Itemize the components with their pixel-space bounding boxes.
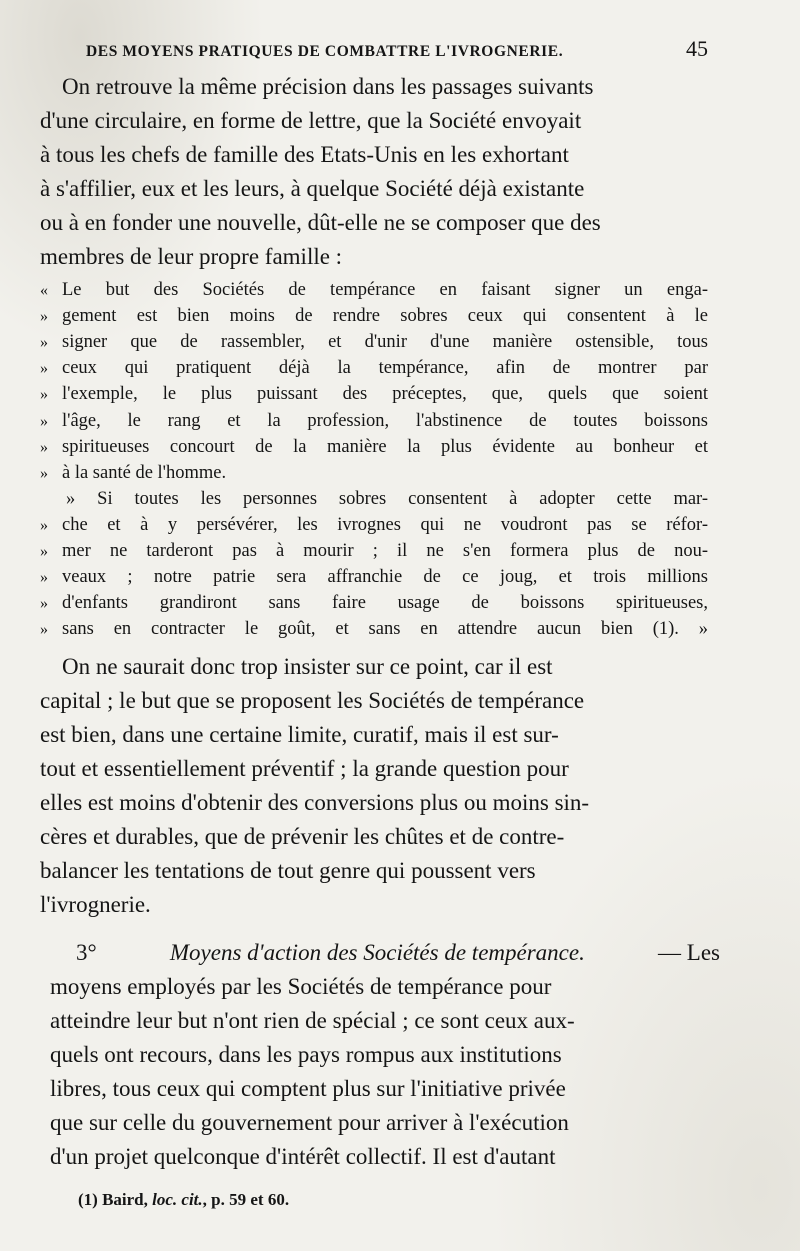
quote-line <box>40 332 708 353</box>
section-dash: — Les <box>658 940 720 965</box>
quote-text: l'âge, le rang et la profession, l'abstinence de toutes boissons <box>62 410 708 431</box>
quote-mark: » <box>40 360 48 378</box>
text-line: que sur celle du gouvernement pour arriver à l'exécution <box>50 1110 569 1135</box>
quote-text: mer ne tarderont pas à mourir ; il ne s'en formera plus de nou- <box>62 541 708 561</box>
quote-line <box>40 306 708 327</box>
text-line: capital ; le but que se proposent les Sociétés de tempérance <box>40 688 585 713</box>
quote-line <box>40 437 708 458</box>
quote-line <box>40 541 708 562</box>
footnote-rest: , p. 59 et 60. <box>202 1190 290 1209</box>
text-line: cères et durables, que de prévenir les chûtes et de contre- <box>40 824 565 849</box>
quote-mark: » <box>40 543 48 560</box>
quote-text: veaux ; notre patrie sera affranchie de ce joug, et trois millions <box>62 567 708 588</box>
quote-mark: » <box>40 569 48 587</box>
quote-text: ceux qui pratiquent déjà la tempérance, afin de montrer par <box>62 358 708 379</box>
text-line: l'ivrognerie. <box>40 892 151 917</box>
text-line: ou à en fonder une nouvelle, dût-elle ne se composer que des <box>40 210 601 235</box>
quote-text: » Si toutes les personnes sobres consentent à adopter cette mar- <box>66 488 708 509</box>
text-line: moyens employés par les Sociétés de tempérance pour <box>50 974 552 999</box>
footnote-mark: (1) Baird, <box>78 1190 148 1209</box>
text-line: libres, tous ceux qui comptent plus sur l'initiative privée <box>50 1076 566 1101</box>
quote-line <box>40 280 708 301</box>
text-line: tout et essentiellement préventif ; la grande question pour <box>40 756 569 781</box>
text-line: est bien, dans une certaine limite, curatif, mais il est sur- <box>40 722 559 747</box>
quote-mark: » <box>40 595 48 613</box>
quote-text: à la santé de l'homme. <box>62 462 227 483</box>
quote-line <box>40 384 708 405</box>
text-line: On retrouve la même précision dans les passages suivants <box>62 74 594 99</box>
quote-mark: » <box>40 412 48 430</box>
quote-text: d'enfants grandiront sans faire usage de boissons spiritueuses, <box>62 593 708 614</box>
quote-mark: » <box>40 386 48 404</box>
quote-mark: » <box>40 334 48 352</box>
quote-line <box>66 489 708 510</box>
quote-text: gement est bien moins de rendre sobres ceux qui consentent à le <box>62 306 708 327</box>
quote-text: signer que de rassembler, et d'unir d'une manière ostensible, tous <box>62 332 708 353</box>
quote-text: spiritueuses concourt de la manière la plus évidente au bonheur et <box>62 436 708 457</box>
quote-line <box>40 515 708 536</box>
quote-text: sans en contracter le goût, et sans en attendre aucun bien (1). » <box>62 619 708 640</box>
quote-line <box>40 463 708 484</box>
text-line: membres de leur propre famille : <box>40 244 343 269</box>
text-line: d'une circulaire, en forme de lettre, que la Société envoyait <box>40 108 582 133</box>
text-line: quels ont recours, dans les pays rompus aux institutions <box>50 1042 562 1067</box>
quote-line <box>40 567 708 588</box>
quote-line <box>40 358 708 379</box>
quote-line <box>40 619 708 640</box>
text-line: à s'affilier, eux et les leurs, à quelque Société déjà existante <box>40 176 585 201</box>
text-line: elles est moins d'obtenir des conversions plus ou moins sin- <box>40 790 590 815</box>
section-heading-line <box>76 940 720 966</box>
running-header <box>86 36 708 62</box>
text-line: On ne saurait donc trop insister sur ce point, car il est <box>62 654 553 679</box>
quote-text: l'exemple, le plus puissant des préceptes, que, quels que soient <box>62 384 708 405</box>
quote-mark: » <box>40 621 48 639</box>
header-title: DES MOYENS PRATIQUES DE COMBATTRE L'IVROGNERIE. <box>86 43 564 60</box>
quote-mark: » <box>40 308 48 326</box>
quote-mark: » <box>40 516 48 534</box>
text-line: d'un projet quelconque d'intérêt collectif. Il est d'autant <box>50 1144 556 1169</box>
text-line: balancer les tentations de tout genre qui poussent vers <box>40 858 536 883</box>
section-number: 3° <box>76 940 97 965</box>
quote-text: Le but des Sociétés de tempérance en faisant signer un enga- <box>62 280 708 300</box>
footnote-ref: loc. cit. <box>152 1190 203 1209</box>
footnote <box>78 1190 289 1210</box>
section-title: Moyens d'action des Sociétés de tempérance. <box>169 940 585 965</box>
page-number: 45 <box>686 36 708 61</box>
quote-line <box>40 411 708 432</box>
quote-mark: » <box>40 464 48 482</box>
quote-mark: « <box>40 282 48 299</box>
text-line: à tous les chefs de famille des Etats-Unis en les exhortant <box>40 142 569 167</box>
quote-text: che et à y persévérer, les ivrognes qui ne voudront pas se réfor- <box>62 514 708 535</box>
quote-line <box>40 593 708 614</box>
quote-mark: » <box>40 438 48 456</box>
text-line: atteindre leur but n'ont rien de spécial ; ce sont ceux aux- <box>50 1008 575 1033</box>
